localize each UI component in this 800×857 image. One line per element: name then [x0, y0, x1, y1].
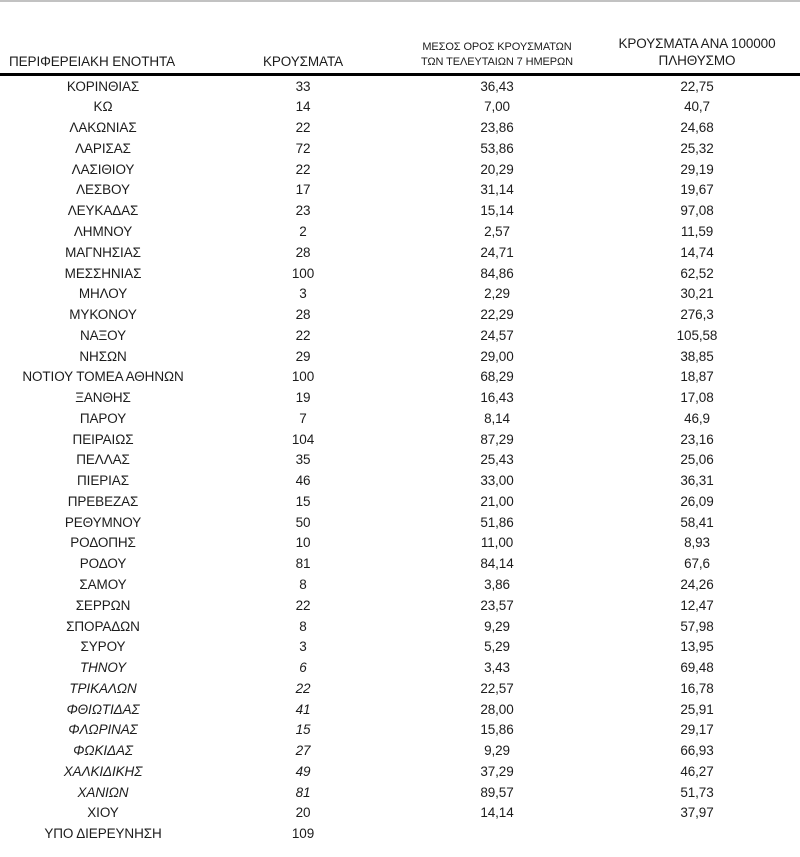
- avg7-cell: 31,14: [480, 182, 514, 198]
- avg7-cell: 15,86: [480, 722, 514, 738]
- avg7-cell: 23,57: [480, 597, 514, 613]
- cases-cell: 14: [295, 99, 311, 115]
- table-body: [0, 76, 800, 844]
- table-row: [0, 325, 800, 346]
- column-header-avg7-line2: ΤΩΝ ΤΕΛΕΥΤΑΙΩΝ 7 ΗΜΕΡΩΝ: [421, 56, 573, 69]
- cases-cell: 17: [295, 182, 311, 198]
- table-row: [0, 180, 800, 201]
- per100k-cell: 23,16: [680, 431, 714, 447]
- table-row: [0, 387, 800, 408]
- avg7-cell: 9,29: [484, 618, 510, 634]
- region-cell: ΧΙΟΥ: [87, 805, 119, 821]
- region-cell: ΡΕΘΥΜΝΟΥ: [64, 514, 142, 530]
- per100k-cell: 46,9: [684, 410, 710, 426]
- per100k-cell: 58,41: [680, 514, 714, 530]
- table-row: [0, 284, 800, 305]
- cases-cell: 81: [295, 784, 311, 800]
- table-row: [0, 741, 800, 762]
- region-cell: ΝΗΣΩΝ: [79, 348, 127, 364]
- table-row: [0, 242, 800, 263]
- per100k-cell: 276,3: [680, 307, 714, 323]
- per100k-cell: 29,19: [680, 161, 714, 177]
- region-cell: ΚΟΡΙΝΘΙΑΣ: [66, 78, 140, 94]
- cases-cell: 28: [295, 244, 311, 260]
- table-row: [0, 678, 800, 699]
- cases-cell: 2: [299, 223, 307, 239]
- cases-cell: 72: [295, 140, 311, 156]
- region-cell: ΤΡΙΚΑΛΩΝ: [69, 680, 137, 696]
- table-row: [0, 97, 800, 118]
- per100k-cell: 105,58: [676, 327, 718, 343]
- avg7-cell: 2,29: [484, 286, 510, 302]
- cases-cell: 33: [295, 78, 311, 94]
- region-cell: ΜΥΚΟΝΟΥ: [69, 307, 137, 323]
- avg7-cell: 68,29: [480, 369, 514, 385]
- region-cell: ΧΑΝΙΩΝ: [77, 784, 129, 800]
- avg7-cell: 84,14: [480, 556, 514, 572]
- region-cell: ΡΟΔΟΥ: [79, 556, 127, 572]
- table-row: [0, 118, 800, 139]
- table-row: [0, 616, 800, 637]
- per100k-cell: 29,17: [680, 722, 714, 738]
- region-cell: ΣΕΡΡΩΝ: [75, 597, 131, 613]
- avg7-cell: 25,43: [480, 452, 514, 468]
- per100k-cell: 24,68: [680, 120, 714, 136]
- region-cell: ΣΥΡΟΥ: [80, 639, 126, 655]
- cases-cell: 29: [295, 348, 311, 364]
- region-cell: ΦΩΚΙΔΑΣ: [73, 743, 133, 759]
- table-header-row: [0, 0, 800, 76]
- table-row: [0, 782, 800, 803]
- region-cell: ΣΑΜΟΥ: [79, 577, 127, 592]
- avg7-cell: 22,57: [480, 680, 514, 696]
- table-row: [0, 491, 800, 512]
- avg7-cell: 2,57: [484, 223, 510, 239]
- region-cell: ΠΕΙΡΑΙΩΣ: [72, 431, 134, 447]
- avg7-cell: 28,00: [480, 701, 514, 717]
- cases-cell: 28: [295, 307, 311, 323]
- per100k-cell: 69,48: [680, 660, 714, 676]
- cases-cell: 22: [295, 680, 311, 696]
- per100k-cell: 11,59: [680, 223, 714, 239]
- column-header-per100k-line1: ΚΡΟΥΣΜΑΤΑ ΑΝΑ 100000: [618, 36, 776, 52]
- region-cell: ΛΕΥΚΑΔΑΣ: [67, 203, 139, 219]
- cases-cell: 22: [295, 161, 311, 177]
- cases-cell: 49: [295, 763, 311, 779]
- cases-cell: 22: [295, 120, 311, 136]
- cases-cell: 8: [299, 577, 307, 592]
- region-cell: ΠΙΕΡΙΑΣ: [77, 473, 129, 489]
- column-header-region: ΠΕΡΙΦΕΡΕΙΑΚΗ ΕΝΟΤΗΤΑ: [9, 54, 176, 70]
- cases-cell: 100: [291, 369, 315, 385]
- per100k-cell: 25,91: [680, 701, 714, 717]
- table-row: [0, 574, 800, 595]
- region-cell: ΜΑΓΝΗΣΙΑΣ: [65, 244, 141, 260]
- cases-cell: 100: [291, 265, 315, 281]
- avg7-cell: 89,57: [480, 784, 514, 800]
- per100k-cell: 38,85: [680, 348, 714, 364]
- per100k-cell: 66,93: [680, 743, 714, 759]
- region-cell: ΦΛΩΡΙΝΑΣ: [68, 722, 138, 738]
- per100k-cell: 26,09: [680, 493, 714, 509]
- table-row: [0, 367, 800, 388]
- cases-cell: 6: [299, 660, 307, 676]
- table-row: [0, 263, 800, 284]
- cases-cell: 35: [295, 452, 311, 468]
- per100k-cell: 62,52: [680, 265, 714, 281]
- table-row: [0, 138, 800, 159]
- region-cell: ΜΕΣΣΗΝΙΑΣ: [64, 265, 142, 281]
- avg7-cell: 8,14: [484, 410, 510, 426]
- table-row: [0, 824, 800, 845]
- table-row: [0, 450, 800, 471]
- avg7-cell: 5,29: [484, 639, 510, 655]
- table-row: [0, 408, 800, 429]
- per100k-cell: 24,26: [680, 577, 714, 592]
- per100k-cell: 25,06: [680, 452, 714, 468]
- avg7-cell: 29,00: [480, 348, 514, 364]
- per100k-cell: 37,97: [680, 805, 714, 821]
- avg7-cell: 14,14: [480, 805, 514, 821]
- cases-cell: 3: [299, 639, 307, 655]
- avg7-cell: 33,00: [480, 473, 514, 489]
- region-cell: ΚΩ: [93, 99, 113, 115]
- per100k-cell: 17,08: [680, 390, 714, 406]
- per100k-cell: 19,67: [680, 182, 714, 198]
- table-row: [0, 595, 800, 616]
- per100k-cell: 30,21: [680, 286, 714, 302]
- table-row: [0, 657, 800, 678]
- region-cell: ΛΗΜΝΟΥ: [73, 223, 133, 239]
- table-row: [0, 471, 800, 492]
- region-cell: ΣΠΟΡΑΔΩΝ: [66, 618, 140, 634]
- table-row: [0, 201, 800, 222]
- table-row: [0, 221, 800, 242]
- avg7-cell: 37,29: [480, 763, 514, 779]
- table-row: [0, 761, 800, 782]
- avg7-cell: 24,71: [480, 244, 514, 260]
- region-cell: ΤΗΝΟΥ: [79, 660, 127, 676]
- cases-cell: 15: [295, 493, 311, 509]
- region-cell: ΠΑΡΟΥ: [79, 410, 127, 426]
- avg7-cell: 36,43: [480, 78, 514, 94]
- cases-cell: 41: [295, 701, 311, 717]
- column-header-per100k-line2: ΠΛΗΘΥΣΜΟ: [658, 53, 736, 69]
- cases-cell: 22: [295, 327, 311, 343]
- per100k-cell: 57,98: [680, 618, 714, 634]
- cases-cell: 3: [299, 286, 307, 302]
- column-header-avg7-line1: ΜΕΣΟΣ ΟΡΟΣ ΚΡΟΥΣΜΑΤΩΝ: [422, 41, 572, 54]
- avg7-cell: 7,00: [484, 99, 510, 115]
- per100k-cell: 46,27: [680, 763, 714, 779]
- table-row: [0, 554, 800, 575]
- per100k-cell: 40,7: [684, 99, 710, 115]
- region-cell: ΞΑΝΘΗΣ: [75, 390, 131, 406]
- avg7-cell: 16,43: [480, 390, 514, 406]
- avg7-cell: 20,29: [480, 161, 514, 177]
- column-header-avg7: [400, 40, 594, 70]
- cases-cell: 19: [295, 390, 311, 406]
- avg7-cell: 53,86: [480, 140, 514, 156]
- table-row: [0, 76, 800, 97]
- cases-cell: 22: [295, 597, 311, 613]
- cases-cell: 15: [295, 722, 311, 738]
- avg7-cell: 3,86: [484, 577, 510, 592]
- per100k-cell: 13,95: [680, 639, 714, 655]
- region-cell: ΡΟΔΟΠΗΣ: [70, 535, 136, 551]
- cases-cell: 109: [291, 826, 315, 842]
- cases-cell: 46: [295, 473, 311, 489]
- avg7-cell: 24,57: [480, 327, 514, 343]
- table-row: [0, 720, 800, 741]
- column-header-per100k: [594, 36, 800, 70]
- per100k-cell: 36,31: [680, 473, 714, 489]
- cases-cell: 27: [295, 743, 311, 759]
- per100k-cell: 12,47: [680, 597, 714, 613]
- avg7-cell: 51,86: [480, 514, 514, 530]
- per100k-cell: 8,93: [684, 535, 710, 551]
- avg7-cell: 15,14: [480, 203, 514, 219]
- avg7-cell: 87,29: [480, 431, 514, 447]
- avg7-cell: 11,00: [480, 535, 514, 551]
- cases-cell: 23: [295, 203, 311, 219]
- cases-cell: 10: [295, 535, 311, 551]
- table-row: [0, 637, 800, 658]
- per100k-cell: 97,08: [680, 203, 714, 219]
- per100k-cell: 22,75: [680, 78, 714, 94]
- region-cell: ΛΑΣΙΘΙΟΥ: [71, 161, 135, 177]
- table-row: [0, 803, 800, 824]
- per100k-cell: 18,87: [680, 369, 714, 385]
- table-row: [0, 699, 800, 720]
- cases-cell: 81: [295, 556, 311, 572]
- region-cell: ΜΗΛΟΥ: [78, 286, 128, 302]
- cases-cell: 20: [295, 805, 311, 821]
- per100k-cell: 16,78: [680, 680, 714, 696]
- region-cell: ΥΠΟ ΔΙΕΡΕΥΝΗΣΗ: [44, 826, 162, 842]
- avg7-cell: 9,29: [484, 743, 510, 759]
- avg7-cell: 22,29: [480, 307, 514, 323]
- region-cell: ΛΑΚΩΝΙΑΣ: [69, 120, 137, 136]
- table-row: [0, 512, 800, 533]
- cases-cell: 50: [295, 514, 311, 530]
- table-row: [0, 346, 800, 367]
- per100k-cell: 25,32: [680, 140, 714, 156]
- column-header-cases: ΚΡΟΥΣΜΑΤΑ: [262, 54, 344, 70]
- avg7-cell: 84,86: [480, 265, 514, 281]
- cases-cell: 7: [299, 410, 307, 426]
- avg7-cell: 23,86: [480, 120, 514, 136]
- table-row: [0, 159, 800, 180]
- region-cell: ΦΘΙΩΤΙΔΑΣ: [66, 701, 140, 717]
- table-row: [0, 304, 800, 325]
- avg7-cell: 21,00: [480, 493, 514, 509]
- per100k-cell: 67,6: [684, 556, 710, 572]
- region-cell: ΛΕΣΒΟΥ: [76, 182, 130, 198]
- cases-cell: 8: [299, 618, 307, 634]
- cases-cell: 104: [291, 431, 315, 447]
- region-cell: ΝΟΤΙΟΥ ΤΟΜΕΑ ΑΘΗΝΩΝ: [22, 369, 184, 385]
- region-cell: ΝΑΞΟΥ: [79, 327, 127, 343]
- avg7-cell: 3,43: [484, 660, 510, 676]
- region-cell: ΧΑΛΚΙΔΙΚΗΣ: [63, 763, 143, 779]
- table-row: [0, 429, 800, 450]
- per100k-cell: 14,74: [680, 244, 714, 260]
- region-cell: ΠΕΛΛΑΣ: [76, 452, 130, 468]
- region-cell: ΛΑΡΙΣΑΣ: [75, 140, 131, 156]
- table-row: [0, 533, 800, 554]
- per100k-cell: 51,73: [680, 784, 714, 800]
- region-cell: ΠΡΕΒΕΖΑΣ: [67, 493, 139, 509]
